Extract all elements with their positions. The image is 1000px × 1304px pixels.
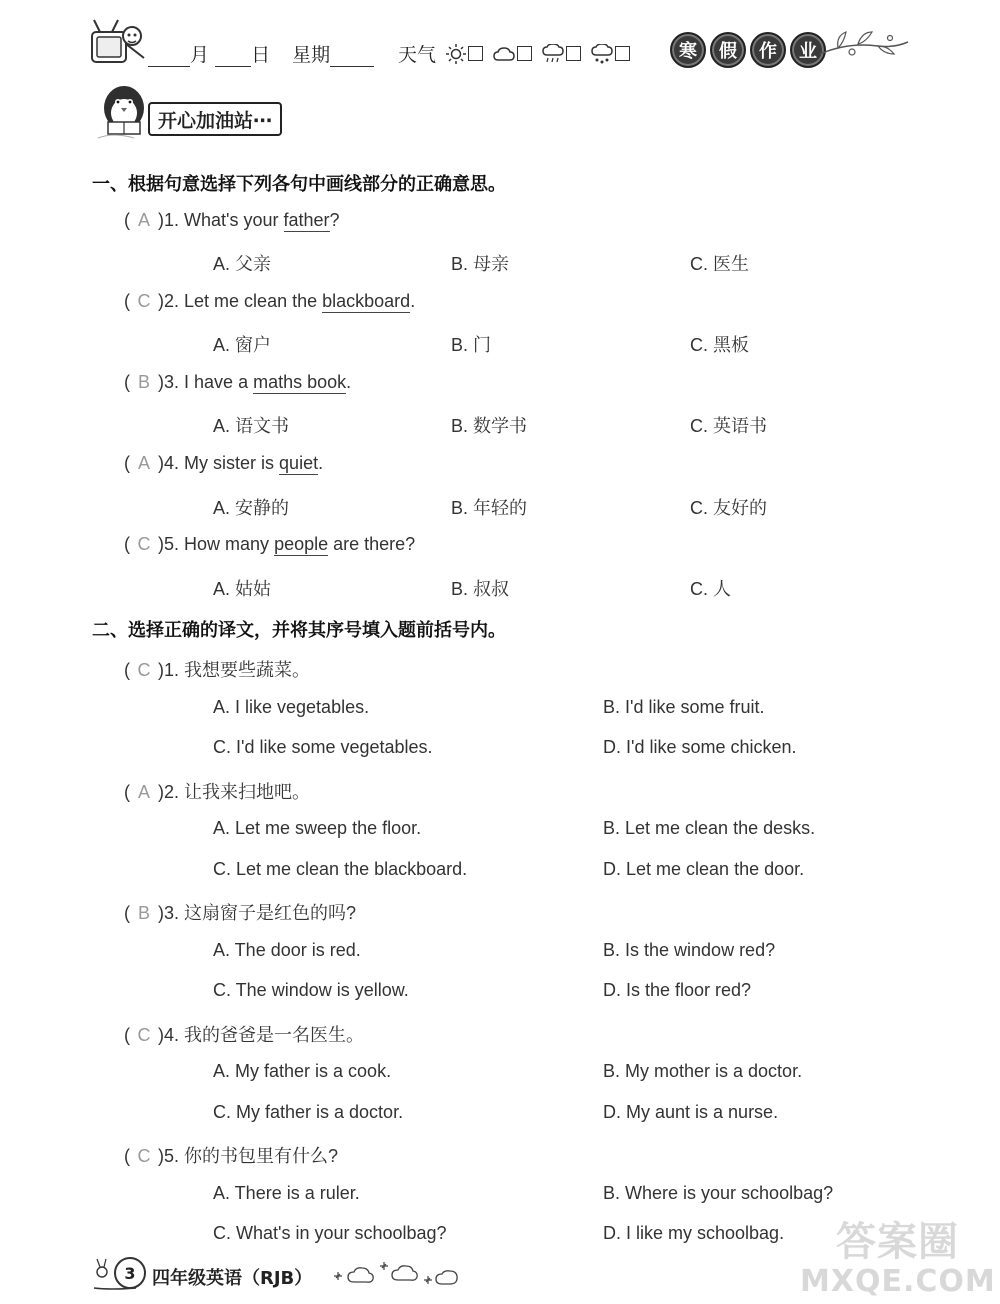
answer-mark[interactable]: C xyxy=(137,1146,151,1166)
option-c[interactable]: C. 黑板 xyxy=(690,335,750,355)
option-d[interactable]: D. My aunt is a nurse. xyxy=(603,1102,779,1122)
option-a[interactable]: A. Let me sweep the floor. xyxy=(213,818,422,838)
weather-line xyxy=(398,40,630,67)
rainy-checkbox[interactable] xyxy=(566,46,581,61)
badge-char: 业 xyxy=(790,32,826,68)
month-label: 月 xyxy=(190,44,210,66)
question-number: )5. xyxy=(158,1146,180,1166)
watermark-logo: 答案圈 xyxy=(836,1219,959,1265)
weather-snowy xyxy=(591,44,630,64)
question-text-end: . xyxy=(410,291,416,311)
date-line xyxy=(148,40,374,67)
underlined-word: father xyxy=(283,210,330,230)
page-number-circle xyxy=(114,1257,146,1289)
floral-branch-icon xyxy=(818,24,910,64)
badge-char: 作 xyxy=(750,32,786,68)
question-text: My sister is xyxy=(184,453,280,473)
question-number: )2. xyxy=(158,782,180,802)
answer-mark[interactable]: B xyxy=(137,903,150,923)
weather-sunny xyxy=(446,44,483,64)
question-text: How many xyxy=(184,534,275,554)
underlined-word: blackboard xyxy=(322,291,411,311)
question-text: Let me clean the xyxy=(184,291,323,311)
underlined-word: people xyxy=(274,534,329,554)
option-b[interactable]: B. 数学书 xyxy=(451,416,528,436)
weather-rainy xyxy=(542,44,581,64)
underlined-word: quiet xyxy=(279,453,319,473)
answer-mark[interactable]: C xyxy=(137,660,151,680)
question-text-end: ? xyxy=(329,210,340,230)
badge-char: 寒 xyxy=(670,32,706,68)
question-text: 我的爸爸是一名医生。 xyxy=(184,1025,365,1045)
option-b[interactable]: B. Is the window red? xyxy=(603,940,776,960)
question-2-1: ( C )1. 我想要些蔬菜。 xyxy=(124,660,311,680)
question-number: )4. xyxy=(158,453,180,473)
question-text-end: are there? xyxy=(328,534,416,554)
option-d[interactable]: D. I'd like some chicken. xyxy=(603,737,797,757)
question-1-3: ( B )3. I have a maths book. xyxy=(124,372,352,392)
option-a[interactable]: A. There is a ruler. xyxy=(213,1183,360,1203)
option-b[interactable]: B. Let me clean the desks. xyxy=(603,818,816,838)
option-c[interactable]: C. My father is a doctor. xyxy=(213,1102,404,1122)
option-a[interactable]: A. 父亲 xyxy=(213,254,272,274)
question-2-5: ( C )5. 你的书包里有什么? xyxy=(124,1146,339,1166)
question-text: I have a xyxy=(184,372,254,392)
question-number: )1. xyxy=(158,660,180,680)
watermark-url: MXQE.COM xyxy=(800,1264,996,1299)
question-text-end: . xyxy=(318,453,324,473)
day-label: 日 xyxy=(251,44,271,66)
option-a[interactable]: A. 窗户 xyxy=(213,335,272,355)
station-title xyxy=(148,102,282,136)
question-1-4: ( A )4. My sister is quiet. xyxy=(124,453,324,473)
underlined-word: maths book xyxy=(253,372,347,392)
question-text: 我想要些蔬菜。 xyxy=(184,660,311,680)
question-1-5: ( C )5. How many people are there? xyxy=(124,534,416,554)
question-number: )4. xyxy=(158,1025,180,1045)
page-number: 3 xyxy=(124,1263,136,1283)
option-b[interactable]: B. I'd like some fruit. xyxy=(603,697,765,717)
answer-mark[interactable]: C xyxy=(137,291,151,311)
weather-label: 天气 xyxy=(398,44,437,66)
day-blank[interactable] xyxy=(215,48,251,67)
cloudy-icon xyxy=(493,46,515,62)
question-number: )3. xyxy=(158,372,180,392)
question-number: )5. xyxy=(158,534,180,554)
option-c[interactable]: C. 医生 xyxy=(690,254,750,274)
question-number: )2. xyxy=(158,291,180,311)
question-2-2: ( A )2. 让我来扫地吧。 xyxy=(124,782,311,802)
option-d[interactable]: D. Is the floor red? xyxy=(603,980,752,1000)
station-title-text: 开心加油站⋯ xyxy=(158,109,273,132)
option-a[interactable]: A. My father is a cook. xyxy=(213,1061,392,1081)
sunny-checkbox[interactable] xyxy=(468,46,483,61)
option-b[interactable]: B. 年轻的 xyxy=(451,498,528,518)
answer-mark[interactable]: C xyxy=(137,1025,151,1045)
cloudy-checkbox[interactable] xyxy=(517,46,532,61)
answer-mark[interactable]: A xyxy=(137,453,150,473)
weather-cloudy xyxy=(493,46,532,62)
penguin-mascot-icon xyxy=(94,80,156,142)
tv-mascot-icon xyxy=(88,14,148,72)
snowy-checkbox[interactable] xyxy=(615,46,630,61)
question-text: 让我来扫地吧。 xyxy=(184,782,311,802)
option-c[interactable]: C. 友好的 xyxy=(690,498,768,518)
option-c[interactable]: C. I'd like some vegetables. xyxy=(213,737,433,757)
option-a[interactable]: A. 安静的 xyxy=(213,498,290,518)
option-c[interactable]: C. 人 xyxy=(690,579,732,599)
question-text-end: . xyxy=(346,372,352,392)
question-number: )1. xyxy=(158,210,180,230)
answer-mark[interactable]: A xyxy=(137,210,150,230)
answer-mark[interactable]: A xyxy=(137,782,150,802)
month-blank[interactable] xyxy=(148,48,190,67)
option-a[interactable]: A. 姑姑 xyxy=(213,579,272,599)
weekday-blank[interactable] xyxy=(330,48,374,67)
option-d[interactable]: D. I like my schoolbag. xyxy=(603,1223,785,1243)
option-b[interactable]: B. Where is your schoolbag? xyxy=(603,1183,834,1203)
section1-title: 一、根据句意选择下列各句中画线部分的正确意思。 xyxy=(92,174,506,195)
option-c[interactable]: C. Let me clean the blackboard. xyxy=(213,859,468,879)
option-c[interactable]: C. The window is yellow. xyxy=(213,980,409,1000)
question-text: 你的书包里有什么? xyxy=(184,1146,339,1166)
answer-mark[interactable]: B xyxy=(137,372,150,392)
winter-homework-badges xyxy=(670,32,826,68)
question-1-1: ( A )1. What's your father? xyxy=(124,210,340,230)
option-a[interactable]: A. 语文书 xyxy=(213,416,290,436)
footer-cloud-decoration-icon xyxy=(330,1258,460,1292)
answer-mark[interactable]: C xyxy=(137,534,151,554)
option-a[interactable]: A. I like vegetables. xyxy=(213,697,370,717)
option-c[interactable]: C. What's in your schoolbag? xyxy=(213,1223,447,1243)
option-b[interactable]: B. 门 xyxy=(451,335,492,355)
snowy-icon xyxy=(591,44,613,64)
sunny-icon xyxy=(446,44,466,64)
question-1-2: ( C )2. Let me clean the blackboard. xyxy=(124,291,416,311)
question-2-3: ( B )3. 这扇窗子是红色的吗? xyxy=(124,903,357,923)
option-a[interactable]: A. The door is red. xyxy=(213,940,361,960)
option-b[interactable]: B. 叔叔 xyxy=(451,579,510,599)
question-text: What's your xyxy=(184,210,284,230)
weekday-label: 星期 xyxy=(292,44,331,66)
question-2-4: ( C )4. 我的爸爸是一名医生。 xyxy=(124,1025,365,1045)
question-text: 这扇窗子是红色的吗? xyxy=(184,903,357,923)
section2-title: 二、选择正确的译文，并将其序号填入题前括号内。 xyxy=(92,620,506,641)
badge-char: 假 xyxy=(710,32,746,68)
option-c[interactable]: C. 英语书 xyxy=(690,416,768,436)
rainy-icon xyxy=(542,44,564,64)
footer-subject: 四年级英语（RJB） xyxy=(152,1268,313,1289)
option-b[interactable]: B. My mother is a doctor. xyxy=(603,1061,803,1081)
option-b[interactable]: B. 母亲 xyxy=(451,254,510,274)
question-number: )3. xyxy=(158,903,180,923)
option-d[interactable]: D. Let me clean the door. xyxy=(603,859,805,879)
